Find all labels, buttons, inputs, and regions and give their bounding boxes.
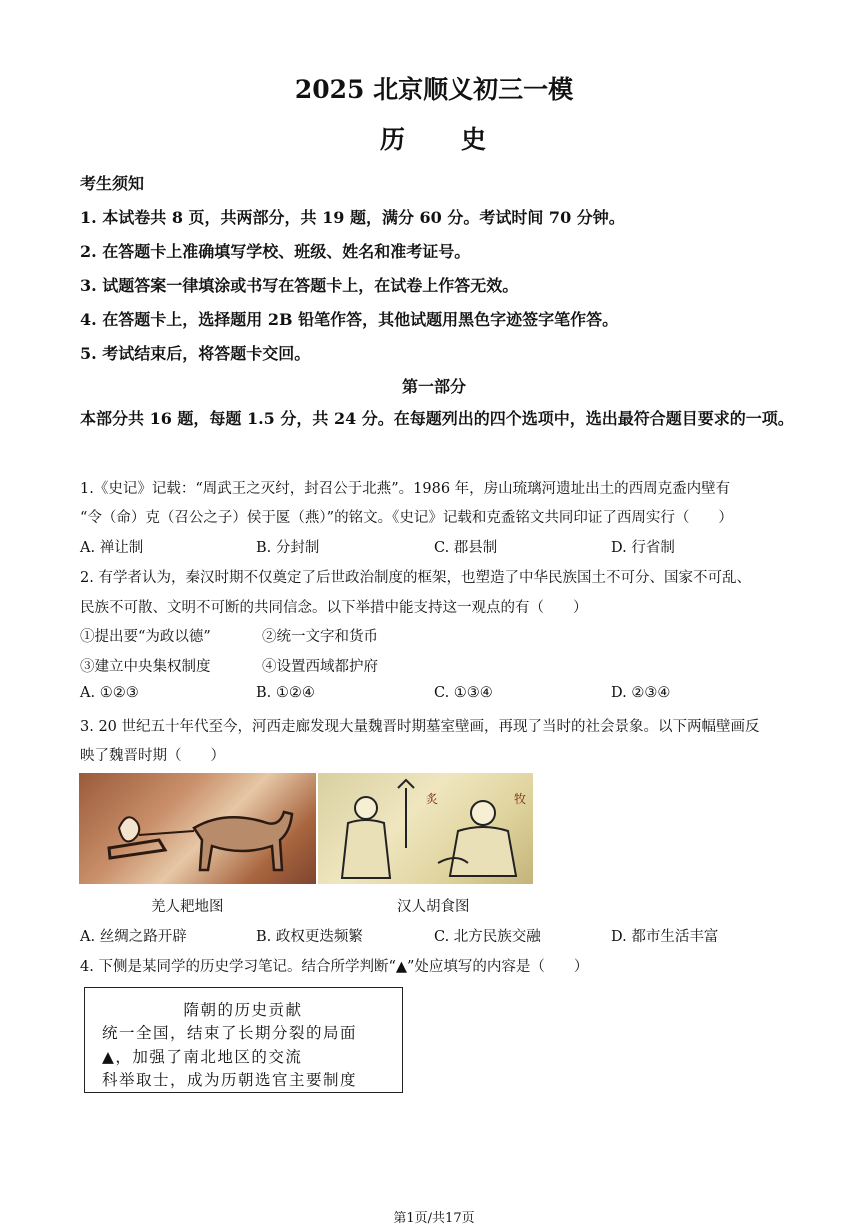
svg-text:牧: 牧: [514, 792, 527, 806]
q1-option-a: A. 禅让制: [80, 540, 144, 556]
mural-image-han-hu-food: [318, 773, 533, 884]
q1-option-c: C. 郡县制: [434, 540, 498, 556]
q1-option-b: B. 分封制: [256, 540, 320, 556]
q1-line1: 1.《史记》记载：“周武王之灭纣，封召公于北燕”。1986 年，房山琉璃河遗址出土的西周克盉内壁有: [80, 481, 731, 497]
q1-line2: “令（命）克（召公之子）侯于匽（燕）”的铭文。《史记》记载和克盉铭文共同印证了西周实行（ ）: [80, 510, 733, 526]
note-line-1: 统一全国，结束了长期分裂的局面: [102, 1024, 358, 1042]
q2-item-4: ④设置西域都护府: [262, 659, 378, 675]
subject-title: 历 史: [379, 125, 488, 154]
q2-option-c: C. ①③④: [434, 685, 493, 701]
q4-line1: 4. 下侧是某同学的历史学习笔记。结合所学判断“▲”处应填写的内容是（ ）: [80, 959, 589, 975]
mural-caption-1: 羌人耙地图: [151, 899, 224, 915]
q1-option-d: D. 行省制: [611, 540, 675, 556]
note-line-3: 科举取士，成为历朝选官主要制度: [102, 1071, 358, 1089]
q3-option-d: D. 都市生活丰富: [611, 929, 719, 945]
study-note-box: [84, 987, 403, 1093]
q3-line2: 映了魏晋时期（ ）: [80, 748, 225, 764]
rule-5: 5. 考试结束后，将答题卡交回。: [80, 344, 311, 363]
mural-image-qiang-harrowing: [79, 773, 316, 884]
notice-heading: 考生须知: [80, 174, 145, 193]
page-footer: 第1页/共17页: [393, 1211, 475, 1226]
q2-line2: 民族不可散、文明不可断的共同信念。以下举措中能支持这一观点的有（ ）: [80, 600, 588, 616]
q2-line1: 2. 有学者认为，秦汉时期不仅奠定了后世政治制度的框架，也塑造了中华民族国土不可分、国家不可乱、: [80, 570, 751, 586]
rule-4: 4. 在答题卡上，选择题用 2B 铅笔作答，其他试题用黑色字迹签字笔作答。: [80, 310, 619, 329]
q3-line1: 3. 20 世纪五十年代至今，河西走廊发现大量魏晋时期墓室壁画，再现了当时的社会景象。以下两幅壁画反: [80, 719, 760, 735]
note-line-2: ▲，加强了南北地区的交流: [102, 1048, 303, 1066]
exam-title: 2025 北京顺义初三一模: [294, 75, 574, 104]
section-intro: 本部分共 16 题，每题 1.5 分，共 24 分。在每题列出的四个选项中，选出最符合题目要求的一项。: [80, 409, 794, 428]
q3-option-a: A. 丝绸之路开辟: [80, 929, 187, 945]
q3-option-b: B. 政权更迭频繁: [256, 929, 363, 945]
q2-item-2: ②统一文字和货币: [262, 629, 378, 645]
rule-2: 2. 在答题卡上准确填写学校、班级、姓名和准考证号。: [80, 242, 471, 261]
q3-option-c: C. 北方民族交融: [434, 929, 541, 945]
q2-item-1: ①提出要“为政以德”: [80, 629, 211, 645]
rule-1: 1. 本试卷共 8 页，共两部分，共 19 题，满分 60 分。考试时间 70 分钟。: [80, 208, 625, 227]
mural-caption-2: 汉人胡食图: [397, 899, 470, 915]
note-title: 隋朝的历史贡献: [183, 1001, 303, 1019]
svg-text:炙: 炙: [426, 792, 439, 806]
q2-option-d: D. ②③④: [611, 685, 671, 701]
q2-option-a: A. ①②③: [80, 685, 139, 701]
section-title: 第一部分: [401, 377, 466, 396]
q2-item-3: ③建立中央集权制度: [80, 659, 211, 675]
q2-option-b: B. ①②④: [256, 685, 315, 701]
rule-3: 3. 试题答案一律填涂或书写在答题卡上，在试卷上作答无效。: [80, 276, 519, 295]
